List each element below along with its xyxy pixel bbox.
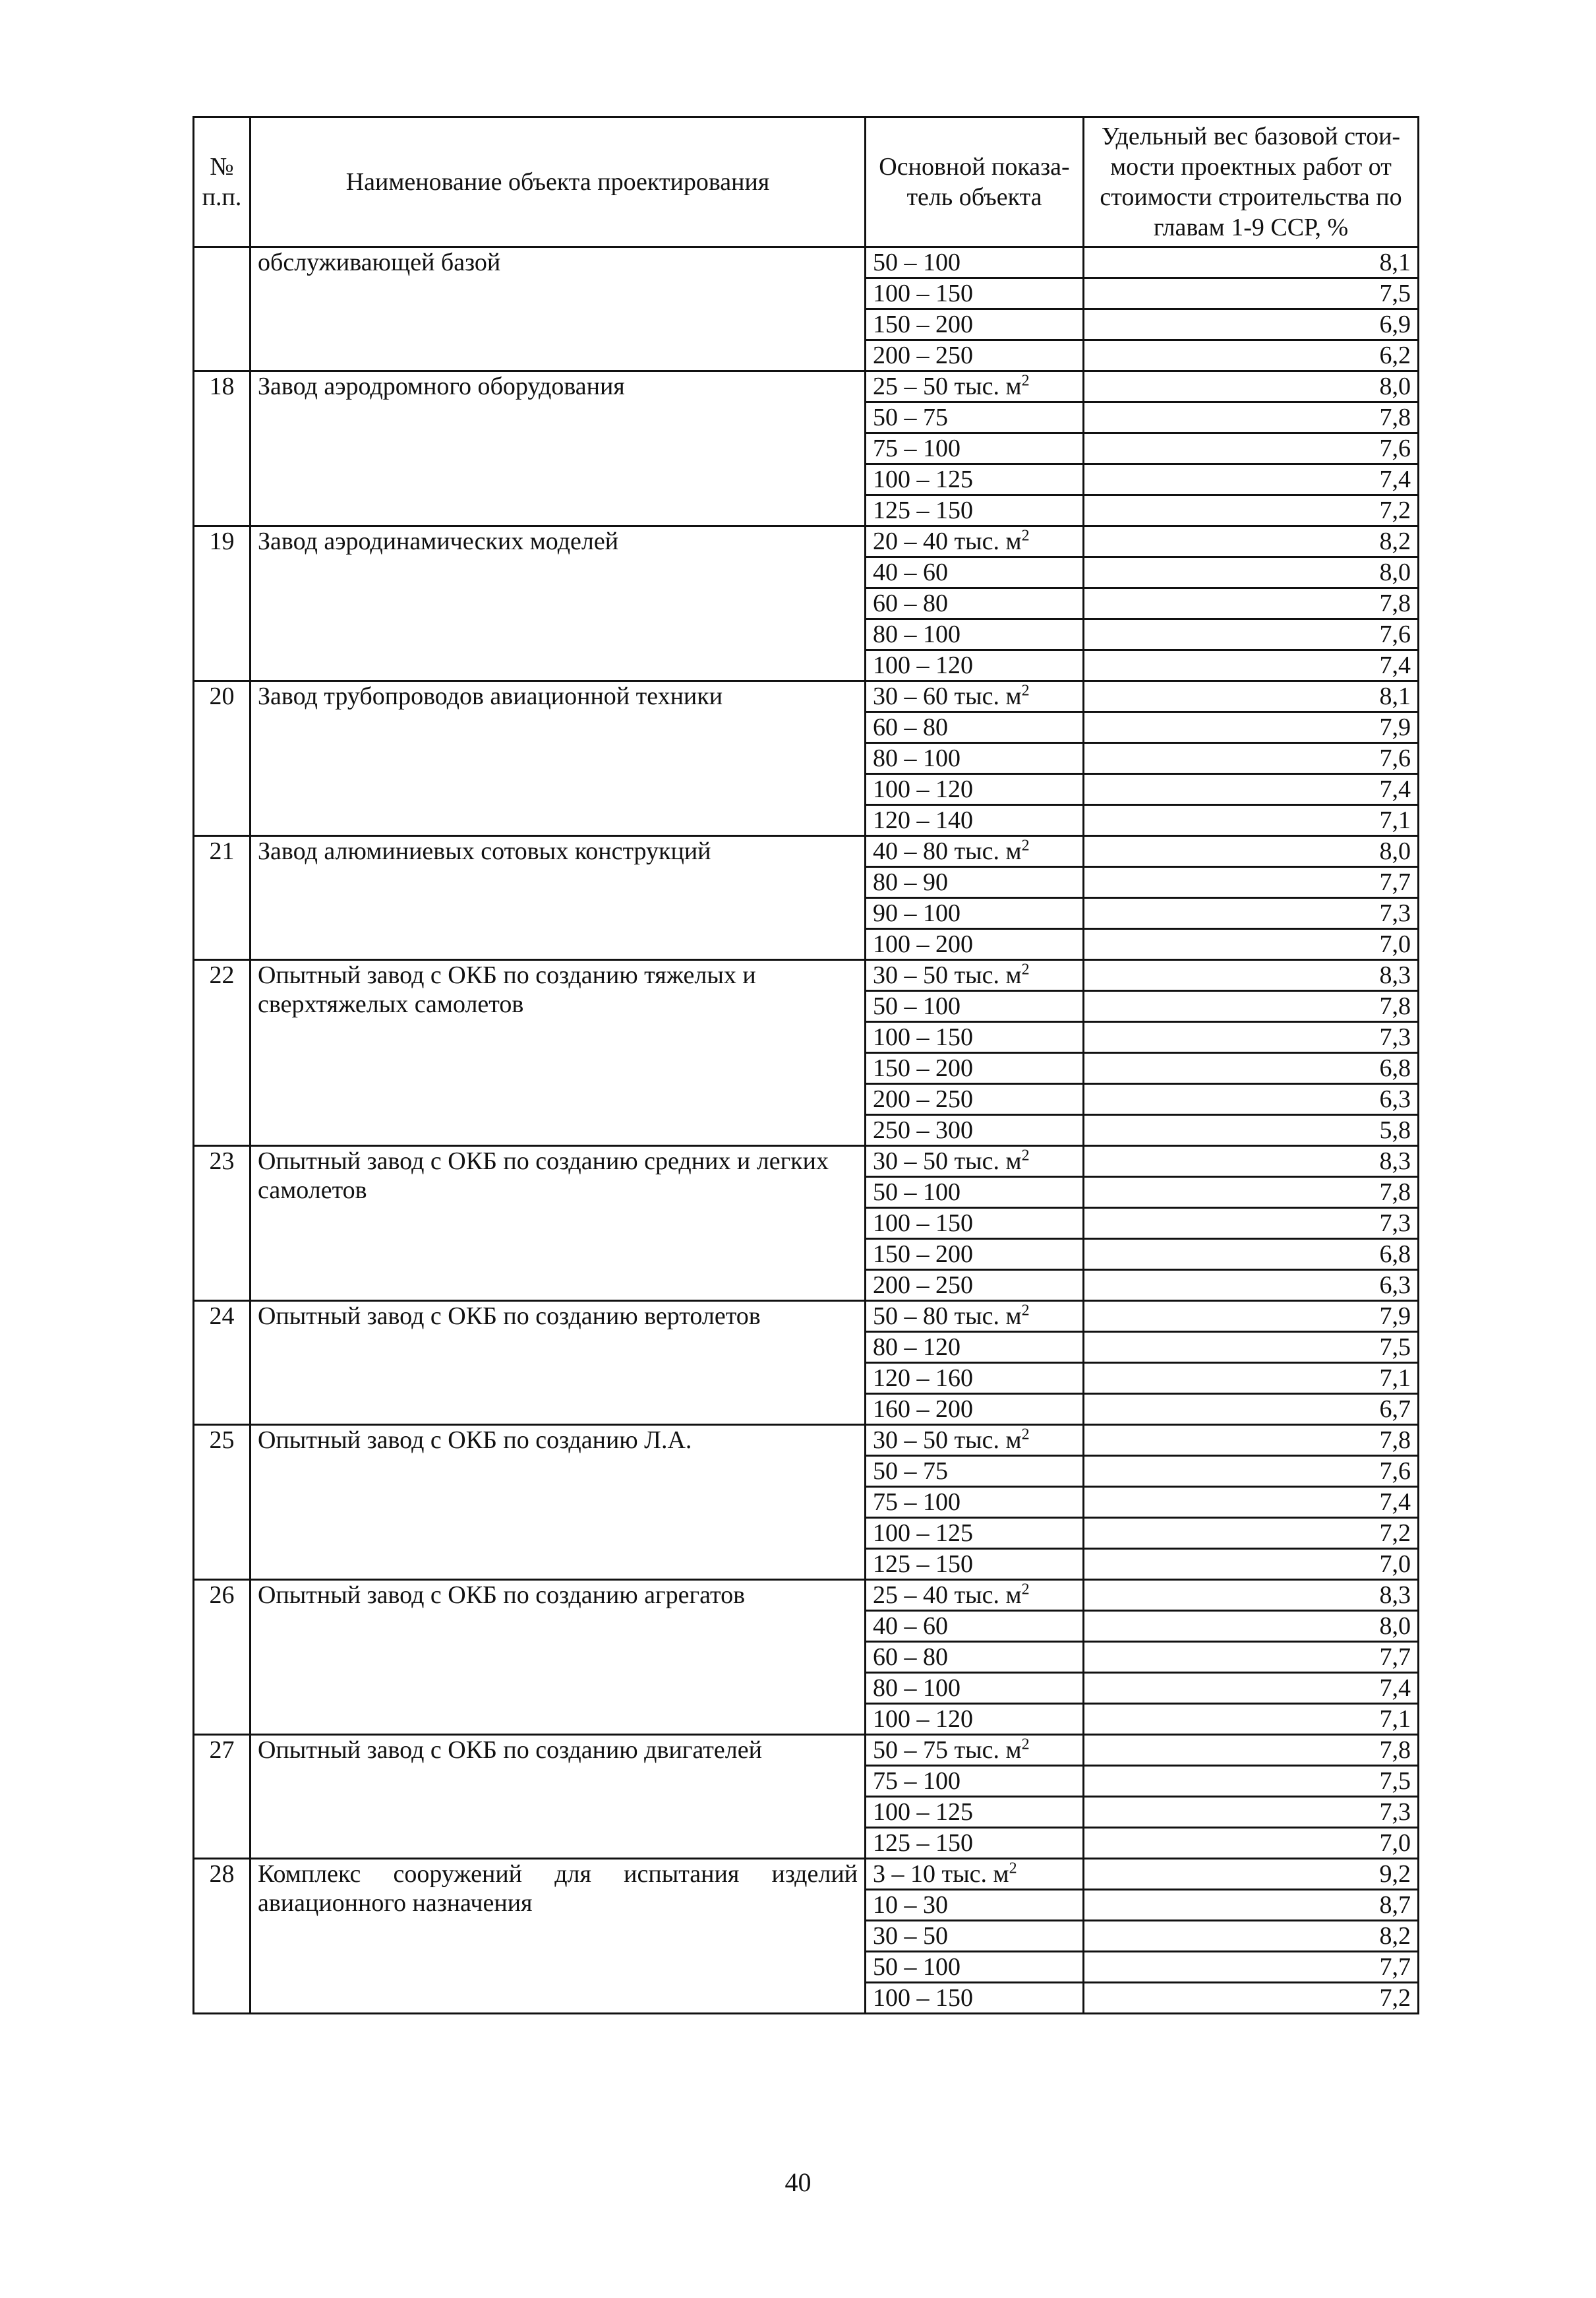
indicator-cell — [866, 836, 1084, 867]
indicator-cell — [866, 1859, 1084, 1890]
unit-superscript: 2 — [1021, 1736, 1030, 1753]
indicator-range: 80 – 100 — [873, 620, 961, 648]
indicator-cell — [866, 402, 1084, 433]
indicator-cell — [866, 433, 1084, 464]
indicator-range: 30 – 50 — [873, 961, 948, 989]
share-value: 7,4 — [1084, 1673, 1419, 1704]
indicator-cell — [866, 712, 1084, 743]
indicator-range: 3 – 10 — [873, 1860, 935, 1888]
indicator-range: 20 – 40 — [873, 528, 948, 555]
share-value: 7,8 — [1084, 588, 1419, 619]
share-value: 7,3 — [1084, 1208, 1419, 1239]
share-value: 7,9 — [1084, 712, 1419, 743]
indicator-unit: тыс. м — [954, 528, 1022, 555]
indicator-cell — [866, 340, 1084, 371]
indicator-cell — [866, 1642, 1084, 1673]
item-number: 24 — [194, 1301, 251, 1425]
indicator-range: 100 – 120 — [873, 775, 973, 803]
unit-superscript: 2 — [1021, 1147, 1030, 1164]
share-value: 7,5 — [1084, 278, 1419, 309]
share-value: 7,8 — [1084, 1735, 1419, 1766]
indicator-range: 200 – 250 — [873, 342, 973, 369]
indicator-cell — [866, 929, 1084, 960]
indicator-cell — [866, 1301, 1084, 1332]
indicator-range: 50 – 75 — [873, 1736, 948, 1764]
unit-superscript: 2 — [1021, 1302, 1030, 1319]
table-header — [194, 117, 1419, 247]
indicator-unit: тыс. м — [954, 837, 1022, 865]
header-name: Наименование объекта проектирования — [251, 117, 866, 247]
item-number: 27 — [194, 1735, 251, 1859]
share-value: 8,1 — [1084, 247, 1419, 278]
table-body — [194, 247, 1419, 2014]
item-number: 20 — [194, 681, 251, 836]
header-share: Удельный вес базовой стои-мости проектных работ от стоимости строительства по главам 1-9 ССР, % — [1084, 117, 1419, 247]
share-value: 7,8 — [1084, 1177, 1419, 1208]
table-row — [194, 1859, 1419, 1890]
indicator-range: 250 – 300 — [873, 1116, 973, 1144]
indicator-cell — [866, 619, 1084, 650]
object-name: Завод аэродромного оборудования — [251, 371, 866, 526]
indicator-cell — [866, 650, 1084, 681]
object-name: Опытный завод с ОКБ по созданию вертолетов — [251, 1301, 866, 1425]
share-value: 7,2 — [1084, 1983, 1419, 2014]
indicator-range: 50 – 100 — [873, 249, 961, 276]
indicator-unit: тыс. м — [954, 373, 1022, 400]
unit-superscript: 2 — [1021, 961, 1030, 979]
item-number: 18 — [194, 371, 251, 526]
share-value: 7,6 — [1084, 743, 1419, 774]
indicator-range: 30 – 50 — [873, 1922, 948, 1950]
indicator-range: 100 – 125 — [873, 1798, 973, 1826]
indicator-cell — [866, 1425, 1084, 1456]
share-value: 8,7 — [1084, 1890, 1419, 1921]
share-value: 8,3 — [1084, 1580, 1419, 1611]
share-value: 6,7 — [1084, 1394, 1419, 1425]
indicator-range: 90 – 100 — [873, 899, 961, 927]
indicator-unit: тыс. м — [941, 1860, 1009, 1888]
indicator-range: 125 – 150 — [873, 1550, 973, 1578]
item-number: 21 — [194, 836, 251, 960]
share-value: 7,4 — [1084, 774, 1419, 805]
share-value: 7,4 — [1084, 650, 1419, 681]
share-value: 7,9 — [1084, 1301, 1419, 1332]
item-number — [194, 247, 251, 371]
item-number: 19 — [194, 526, 251, 681]
indicator-range: 100 – 120 — [873, 1705, 973, 1733]
indicator-range: 100 – 150 — [873, 1023, 973, 1051]
share-value: 7,4 — [1084, 1487, 1419, 1518]
indicator-range: 80 – 120 — [873, 1333, 961, 1361]
table-row — [194, 1146, 1419, 1177]
share-value: 8,0 — [1084, 836, 1419, 867]
indicator-range: 200 – 250 — [873, 1271, 973, 1299]
share-value: 8,3 — [1084, 960, 1419, 991]
indicator-cell — [866, 774, 1084, 805]
indicator-range: 40 – 60 — [873, 1612, 948, 1640]
indicator-cell — [866, 743, 1084, 774]
share-value: 8,3 — [1084, 1146, 1419, 1177]
indicator-unit: тыс. м — [954, 1736, 1022, 1764]
indicator-unit: тыс. м — [954, 1302, 1022, 1330]
share-value: 6,2 — [1084, 340, 1419, 371]
indicator-unit: тыс. м — [954, 961, 1022, 989]
share-value: 6,9 — [1084, 309, 1419, 340]
unit-superscript: 2 — [1021, 1581, 1030, 1598]
indicator-cell — [866, 1177, 1084, 1208]
object-name: Завод аэродинамических моделей — [251, 526, 866, 681]
indicator-range: 75 – 100 — [873, 1488, 961, 1516]
item-number: 28 — [194, 1859, 251, 2014]
indicator-cell — [866, 1332, 1084, 1363]
indicator-unit: тыс. м — [954, 682, 1022, 710]
object-name: Опытный завод с ОКБ по созданию Л.А. — [251, 1425, 866, 1580]
indicator-range: 100 – 120 — [873, 651, 973, 679]
indicator-range: 100 – 150 — [873, 1209, 973, 1237]
indicator-range: 100 – 200 — [873, 930, 973, 958]
share-value: 6,3 — [1084, 1084, 1419, 1115]
indicator-range: 80 – 100 — [873, 744, 961, 772]
unit-superscript: 2 — [1021, 1426, 1030, 1443]
indicator-range: 50 – 100 — [873, 1178, 961, 1206]
indicator-range: 150 – 200 — [873, 1054, 973, 1082]
share-value: 7,3 — [1084, 898, 1419, 929]
share-value: 7,1 — [1084, 1363, 1419, 1394]
indicator-cell — [866, 1022, 1084, 1053]
item-number: 22 — [194, 960, 251, 1146]
share-value: 7,2 — [1084, 495, 1419, 526]
indicator-range: 10 – 30 — [873, 1891, 948, 1919]
indicator-range: 125 – 150 — [873, 497, 973, 524]
indicator-range: 80 – 90 — [873, 868, 948, 896]
share-value: 7,4 — [1084, 464, 1419, 495]
indicator-cell — [866, 1146, 1084, 1177]
indicator-range: 150 – 200 — [873, 311, 973, 338]
indicator-cell — [866, 1394, 1084, 1425]
indicator-cell — [866, 588, 1084, 619]
indicator-cell — [866, 1611, 1084, 1642]
cost-share-table — [192, 116, 1419, 2014]
share-value: 7,0 — [1084, 1828, 1419, 1859]
share-value: 8,0 — [1084, 1611, 1419, 1642]
indicator-cell — [866, 1487, 1084, 1518]
indicator-range: 75 – 100 — [873, 1767, 961, 1795]
indicator-cell — [866, 1084, 1084, 1115]
share-value: 7,7 — [1084, 867, 1419, 898]
share-value: 7,8 — [1084, 1425, 1419, 1456]
indicator-range: 60 – 80 — [873, 1643, 948, 1671]
share-value: 7,6 — [1084, 619, 1419, 650]
indicator-range: 60 – 80 — [873, 590, 948, 617]
indicator-cell — [866, 464, 1084, 495]
indicator-cell — [866, 867, 1084, 898]
indicator-range: 50 – 100 — [873, 1953, 961, 1981]
indicator-cell — [866, 960, 1084, 991]
item-number: 26 — [194, 1580, 251, 1735]
indicator-range: 25 – 40 — [873, 1581, 948, 1609]
object-name: обслуживающей базой — [251, 247, 866, 371]
header-row — [194, 117, 1419, 247]
indicator-range: 100 – 150 — [873, 1984, 973, 2012]
share-value: 8,1 — [1084, 681, 1419, 712]
share-value: 7,7 — [1084, 1952, 1419, 1983]
indicator-range: 30 – 50 — [873, 1147, 948, 1175]
indicator-cell — [866, 526, 1084, 557]
indicator-range: 30 – 50 — [873, 1426, 948, 1454]
table-row — [194, 1425, 1419, 1456]
object-name: Завод алюминиевых сотовых конструкций — [251, 836, 866, 960]
indicator-cell — [866, 1053, 1084, 1084]
share-value: 7,3 — [1084, 1022, 1419, 1053]
indicator-cell — [866, 1952, 1084, 1983]
object-name: Опытный завод с ОКБ по созданию агрегатов — [251, 1580, 866, 1735]
indicator-unit: тыс. м — [954, 1147, 1022, 1175]
share-value: 8,2 — [1084, 1921, 1419, 1952]
indicator-range: 30 – 60 — [873, 682, 948, 710]
indicator-cell — [866, 1270, 1084, 1301]
share-value: 7,6 — [1084, 433, 1419, 464]
page-number: 40 — [784, 2167, 812, 2197]
indicator-cell — [866, 898, 1084, 929]
object-name: Опытный завод с ОКБ по созданию средних и легких самолетов — [251, 1146, 866, 1301]
share-value: 6,3 — [1084, 1270, 1419, 1301]
indicator-cell — [866, 278, 1084, 309]
header-num: № п.п. — [194, 117, 251, 247]
indicator-cell — [866, 1704, 1084, 1735]
indicator-cell — [866, 371, 1084, 402]
indicator-range: 125 – 150 — [873, 1829, 973, 1857]
share-value: 5,8 — [1084, 1115, 1419, 1146]
indicator-cell — [866, 1518, 1084, 1549]
indicator-range: 120 – 140 — [873, 806, 973, 834]
indicator-cell — [866, 681, 1084, 712]
indicator-range: 60 – 80 — [873, 713, 948, 741]
indicator-range: 150 – 200 — [873, 1240, 973, 1268]
indicator-range: 100 – 125 — [873, 466, 973, 493]
indicator-range: 50 – 80 — [873, 1302, 948, 1330]
table-row — [194, 371, 1419, 402]
indicator-range: 100 – 150 — [873, 280, 973, 307]
indicator-cell — [866, 247, 1084, 278]
indicator-range: 160 – 200 — [873, 1395, 973, 1423]
share-value: 7,1 — [1084, 805, 1419, 836]
object-name: Опытный завод с ОКБ по созданию двигателей — [251, 1735, 866, 1859]
indicator-range: 120 – 160 — [873, 1364, 973, 1392]
table-row — [194, 960, 1419, 991]
share-value: 7,3 — [1084, 1797, 1419, 1828]
indicator-cell — [866, 1828, 1084, 1859]
indicator-cell — [866, 1115, 1084, 1146]
share-value: 8,0 — [1084, 371, 1419, 402]
indicator-range: 80 – 100 — [873, 1674, 961, 1702]
unit-superscript: 2 — [1021, 372, 1030, 390]
header-indicator: Основной показа-тель объекта — [866, 117, 1084, 247]
share-value: 7,0 — [1084, 1549, 1419, 1580]
unit-superscript: 2 — [1021, 527, 1030, 545]
indicator-cell — [866, 1983, 1084, 2014]
share-value: 7,2 — [1084, 1518, 1419, 1549]
table-row — [194, 1301, 1419, 1332]
indicator-cell — [866, 1239, 1084, 1270]
indicator-cell — [866, 1673, 1084, 1704]
share-value: 7,5 — [1084, 1332, 1419, 1363]
share-value: 7,8 — [1084, 991, 1419, 1022]
indicator-cell — [866, 1890, 1084, 1921]
indicator-cell — [866, 1797, 1084, 1828]
indicator-range: 25 – 50 — [873, 373, 948, 400]
indicator-range: 200 – 250 — [873, 1085, 973, 1113]
indicator-cell — [866, 1549, 1084, 1580]
indicator-cell — [866, 991, 1084, 1022]
indicator-range: 50 – 75 — [873, 1457, 948, 1485]
indicator-range: 100 – 125 — [873, 1519, 973, 1547]
indicator-range: 50 – 100 — [873, 992, 961, 1020]
object-name: Комплекс сооружений для испытания изделий авиационного назначения — [251, 1859, 866, 2014]
share-value: 7,1 — [1084, 1704, 1419, 1735]
item-number: 23 — [194, 1146, 251, 1301]
object-name: Завод трубопроводов авиационной техники — [251, 681, 866, 836]
share-value: 7,0 — [1084, 929, 1419, 960]
share-value: 9,2 — [1084, 1859, 1419, 1890]
table-row — [194, 836, 1419, 867]
share-value: 6,8 — [1084, 1239, 1419, 1270]
share-value: 8,0 — [1084, 557, 1419, 588]
share-value: 8,2 — [1084, 526, 1419, 557]
table-row — [194, 1580, 1419, 1611]
indicator-cell — [866, 557, 1084, 588]
unit-superscript: 2 — [1009, 1860, 1017, 1877]
table-row — [194, 526, 1419, 557]
indicator-range: 75 – 100 — [873, 435, 961, 462]
table-row — [194, 1735, 1419, 1766]
unit-superscript: 2 — [1021, 682, 1030, 700]
share-value: 6,8 — [1084, 1053, 1419, 1084]
table-row — [194, 247, 1419, 278]
indicator-unit: тыс. м — [954, 1426, 1022, 1454]
share-value: 7,5 — [1084, 1766, 1419, 1797]
item-number: 25 — [194, 1425, 251, 1580]
share-value: 7,6 — [1084, 1456, 1419, 1487]
share-value: 7,8 — [1084, 402, 1419, 433]
indicator-range: 50 – 75 — [873, 404, 948, 431]
share-value: 7,7 — [1084, 1642, 1419, 1673]
table-row — [194, 681, 1419, 712]
indicator-cell — [866, 1208, 1084, 1239]
indicator-cell — [866, 309, 1084, 340]
unit-superscript: 2 — [1021, 837, 1030, 855]
indicator-range: 40 – 60 — [873, 559, 948, 586]
indicator-cell — [866, 1363, 1084, 1394]
indicator-cell — [866, 1735, 1084, 1766]
indicator-cell — [866, 1580, 1084, 1611]
indicator-cell — [866, 495, 1084, 526]
indicator-cell — [866, 805, 1084, 836]
object-name: Опытный завод с ОКБ по созданию тяжелых и сверхтяжелых самолетов — [251, 960, 866, 1146]
indicator-range: 40 – 80 — [873, 837, 948, 865]
indicator-cell — [866, 1766, 1084, 1797]
indicator-unit: тыс. м — [954, 1581, 1022, 1609]
indicator-cell — [866, 1921, 1084, 1952]
indicator-cell — [866, 1456, 1084, 1487]
